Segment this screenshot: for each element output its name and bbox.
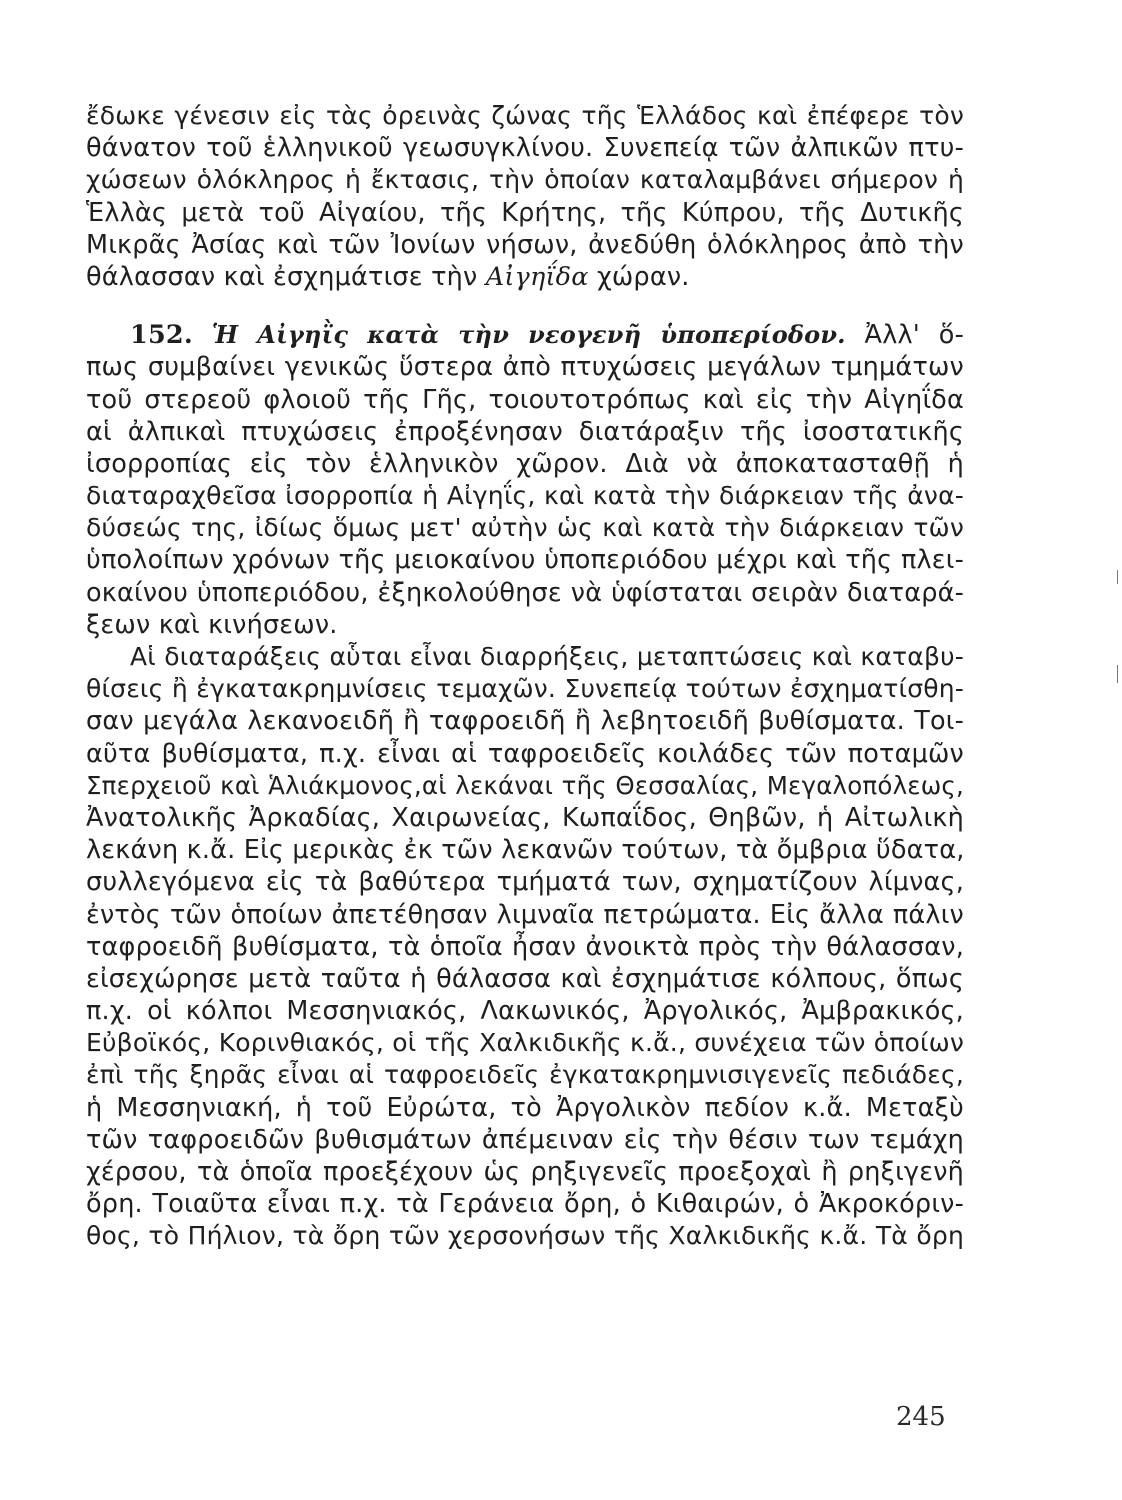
text-line: δύσεώς της, ἰδίως ὅμως μετ' αὐτὴν ὡς καὶ κατὰ τὴν διάρκειαν τῶν: [86, 513, 964, 543]
paragraph-gap: [86, 293, 964, 319]
text-line: θάνατον τοῦ ἑλληνικοῦ γεωσυγκλίνου. Συνεπείᾳ τῶν ἀλπικῶν πτυ-: [86, 133, 964, 164]
text-line: ὑπολοίπων χρόνων τῆς μειοκαίνου ὑποπεριόδου μέχρι καὶ τῆς πλει-: [86, 545, 964, 576]
text-fragment: θάλασσαν καὶ ἐσχημάτισε τὴν: [86, 261, 486, 292]
text-line: Σπερχειοῦ καὶ Ἁλιάκμονος,αἱ λεκάναι τῆς Θεσσαλίας, Μεγαλοπόλεως,: [86, 770, 964, 800]
scan-edge-mark: [1117, 570, 1118, 584]
text-line: τοῦ στερεοῦ φλοιοῦ τῆς Γῆς, τοιουτοτρόπως καὶ εἰς τὴν Αἰγηΐδα: [86, 384, 964, 415]
text-line: ἡ Μεσσηνιακή, ἡ τοῦ Εὐρώτα, τὸ Ἀργολικὸν πεδίον κ.ἄ. Μεταξὺ: [86, 1092, 964, 1123]
text-line: ἔδωκε γένεσιν εἰς τὰς ὀρεινὰς ζώνας τῆς Ἑλλάδος καὶ ἐπέφερε τὸν: [86, 101, 964, 130]
text-line: θίσεις ἢ ἐγκατακρημνίσεις τεμαχῶν. Συνεπείᾳ τούτων ἐσχηματίσθη-: [86, 674, 964, 704]
text-line: οκαίνου ὑποπεριόδου, ἐξηκολούθησε νὰ ὑφίσταται σειρὰν διαταρά-: [86, 577, 964, 608]
text-line: λεκάνη κ.ἄ. Εἰς μερικὰς ἐκ τῶν λεκανῶν τούτων, τὰ ὄμβρια ὕδατα,: [86, 835, 965, 866]
text-line: ὄρη. Τοιαῦτα εἶναι π.χ. τὰ Γεράνεια ὄρη, ὁ Κιθαιρών, ὁ Ἀκροκόριν-: [86, 1189, 964, 1220]
text-line: ἰσορροπίας εἰς τὸν ἑλληνικὸν χῶρον. Διὰ νὰ ἀποκατασταθῇ ἡ: [86, 448, 964, 479]
text-line: Ἀνατολικῆς Ἀρκαδίας, Χαιρωνείας, Κωπαΐδος, Θηβῶν, ἡ Αἰτωλικὴ: [86, 802, 964, 833]
section-title: Ἡ Αἰγηῒς κατὰ τὴν νεογενῆ ὑποπερίοδον.: [211, 320, 846, 350]
text-line: χέρσου, τὰ ὁποῖα προεξέχουν ὡς ρηξιγενεῖς προεξοχαὶ ἢ ρηξιγενῆ: [86, 1157, 964, 1187]
text-line: σαν μεγάλα λεκανοειδῆ ἢ ταφροειδῆ ἢ λεβητοειδῆ βυθίσματα. Τοι-: [86, 706, 964, 737]
section-number: 152.: [130, 320, 193, 351]
text-line: Εὐβοϊκός, Κορινθιακός, οἱ τῆς Χαλκιδικῆς κ.ἄ., συνέχεια τῶν ὁποίων: [86, 1028, 964, 1058]
text-line: χώσεων ὁλόκληρος ἡ ἔκτασις, τὴν ὁποίαν καταλαμβάνει σήμερον ἡ: [86, 165, 964, 195]
text-fragment: Ἀλλ' ὅ-: [845, 320, 965, 351]
text-line: ταφροειδῆ βυθίσματα, τὰ ὁποῖα ἦσαν ἀνοικτὰ πρὸς τὴν θάλασσαν,: [86, 931, 964, 962]
text-line: π.χ. οἱ κόλποι Μεσσηνιακός, Λακωνικός, Ἀργολικός, Ἀμβρακικός,: [86, 996, 964, 1027]
text-line: ξεων καὶ κινήσεων.: [86, 609, 338, 640]
text-fragment: χώραν.: [588, 261, 690, 292]
text-line: αἱ ἀλπικαὶ πτυχώσεις ἐπροξένησαν διατάραξιν τῆς ἰσοστατικῆς: [86, 416, 964, 447]
text-line: αῦτα βυθίσματα, π.χ. εἶναι αἱ ταφροειδεῖς κοιλάδες τῶν ποταμῶν: [86, 738, 964, 769]
page-number: 245: [896, 1402, 946, 1432]
text-line: πως συμβαίνει γενικῶς ὕστερα ἀπὸ πτυχώσεις μεγάλων τμημάτων: [86, 352, 964, 383]
section-heading-line: [86, 319, 964, 351]
text-line: Αἱ διαταράξεις αὗται εἶναι διαρρήξεις, μεταπτώσεις καὶ καταβυ-: [130, 642, 964, 671]
scan-edge-mark: [1117, 665, 1118, 683]
text-line: ἐντὸς τῶν ὁποίων ἀπετέθησαν λιμναῖα πετρώματα. Εἰς ἄλλα πάλιν: [86, 899, 964, 930]
italic-term: Αἰγηΐδα: [485, 261, 589, 292]
text-line: ἐπὶ τῆς ξηρᾶς εἶναι αἱ ταφροειδεῖς ἐγκατακρημνισιγενεῖς πεδιάδες,: [86, 1060, 964, 1090]
text-line: Ἑλλὰς μετὰ τοῦ Αἰγαίου, τῆς Κρήτης, τῆς Κύπρου, τῆς Δυτικῆς: [86, 197, 964, 228]
text-line: διαταραχθεῖσα ἰσορροπία ἡ Αἰγηΐς, καὶ κατὰ τὴν διάρκειαν τῆς ἀνα-: [86, 481, 964, 511]
text-line: [86, 261, 964, 293]
text-line: θος, τὸ Πήλιον, τὰ ὄρη τῶν χερσονήσων τῆς Χαλκιδικῆς κ.ἄ. Τὰ ὄρη: [86, 1221, 964, 1251]
text-line: τῶν ταφροειδῶν βυθισμάτων ἀπέμειναν εἰς τὴν θέσιν των τεμάχη: [86, 1124, 964, 1155]
text-line: εἰσεχώρησε μετὰ ταῦτα ἡ θάλασσα καὶ ἐσχημάτισε κόλπους, ὅπως: [86, 963, 964, 994]
text-line: συλλεγόμενα εἰς τὰ βαθύτερα τμήματά των, σχηματίζουν λίμνας,: [86, 867, 964, 898]
text-line: Μικρᾶς Ἀσίας καὶ τῶν Ἰονίων νήσων, ἀνεδύθη ὁλόκληρος ἀπὸ τὴν: [86, 229, 964, 260]
page-text: [86, 100, 964, 1253]
